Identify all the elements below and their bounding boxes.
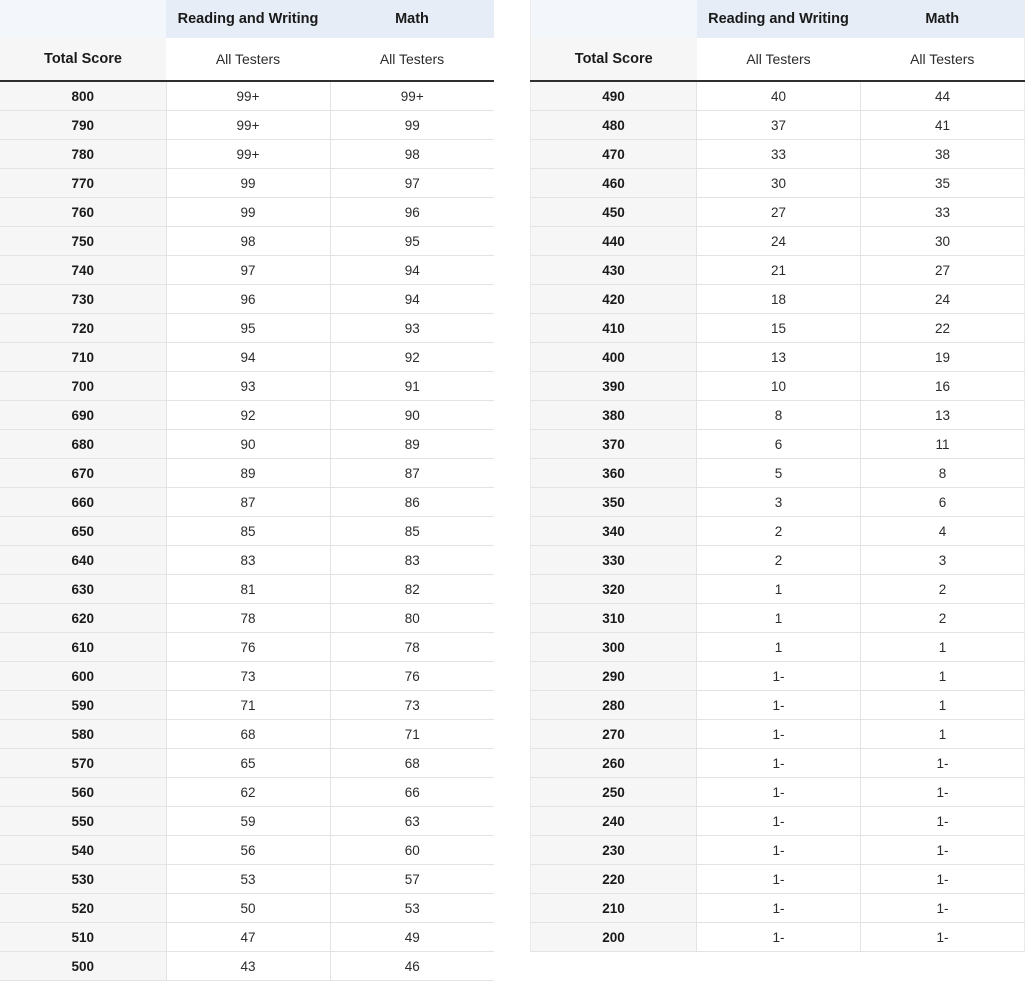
cell-total-score: 390: [531, 372, 697, 401]
table-row: [531, 546, 1025, 575]
table-row: [531, 111, 1025, 140]
cell-reading-writing: 71: [166, 691, 330, 720]
cell-total-score: 370: [531, 430, 697, 459]
cell-total-score: 250: [531, 778, 697, 807]
table-row: [531, 778, 1025, 807]
cell-total-score: 560: [0, 778, 166, 807]
cell-math: 82: [330, 575, 494, 604]
cell-total-score: 790: [0, 111, 166, 140]
table-row: [0, 633, 494, 662]
cell-math: 57: [330, 865, 494, 894]
cell-reading-writing: 92: [166, 401, 330, 430]
table-row: [531, 343, 1025, 372]
table-row: [0, 546, 494, 575]
cell-reading-writing: 27: [697, 198, 861, 227]
cell-math: 80: [330, 604, 494, 633]
cell-math: 11: [861, 430, 1025, 459]
cell-total-score: 450: [531, 198, 697, 227]
cell-math: 46: [330, 952, 494, 981]
cell-reading-writing: 1-: [697, 807, 861, 836]
cell-total-score: 800: [0, 81, 166, 111]
cell-total-score: 670: [0, 459, 166, 488]
cell-math: 99: [330, 111, 494, 140]
cell-total-score: 660: [0, 488, 166, 517]
table-row: [531, 691, 1025, 720]
cell-total-score: 690: [0, 401, 166, 430]
table-row: [0, 227, 494, 256]
table-row: [0, 865, 494, 894]
cell-total-score: 550: [0, 807, 166, 836]
cell-total-score: 510: [0, 923, 166, 952]
table-row: [0, 81, 494, 111]
table-row: [531, 372, 1025, 401]
table-row: [0, 952, 494, 981]
table-row: [0, 923, 494, 952]
cell-reading-writing: 76: [166, 633, 330, 662]
cell-total-score: 500: [0, 952, 166, 981]
cell-total-score: 540: [0, 836, 166, 865]
cell-reading-writing: 5: [697, 459, 861, 488]
cell-math: 92: [330, 343, 494, 372]
group-header-row-left: [0, 0, 494, 38]
table-row: [531, 314, 1025, 343]
cell-math: 90: [330, 401, 494, 430]
column-header-math-all-testers-left: All Testers: [330, 38, 494, 81]
cell-total-score: 410: [531, 314, 697, 343]
table-row: [531, 865, 1025, 894]
cell-reading-writing: 99+: [166, 111, 330, 140]
table-row: [531, 923, 1025, 952]
cell-reading-writing: 95: [166, 314, 330, 343]
cell-math: 1-: [861, 865, 1025, 894]
cell-total-score: 360: [531, 459, 697, 488]
cell-math: 1-: [861, 836, 1025, 865]
cell-reading-writing: 1: [697, 604, 861, 633]
table-row: [531, 488, 1025, 517]
cell-math: 1: [861, 720, 1025, 749]
cell-reading-writing: 10: [697, 372, 861, 401]
cell-total-score: 340: [531, 517, 697, 546]
table-body-left: [0, 81, 494, 981]
cell-reading-writing: 37: [697, 111, 861, 140]
cell-math: 98: [330, 140, 494, 169]
cell-math: 4: [861, 517, 1025, 546]
cell-reading-writing: 13: [697, 343, 861, 372]
table-row: [531, 604, 1025, 633]
cell-math: 53: [330, 894, 494, 923]
cell-math: 2: [861, 575, 1025, 604]
cell-total-score: 580: [0, 720, 166, 749]
cell-reading-writing: 99: [166, 198, 330, 227]
table-row: [531, 807, 1025, 836]
table-row: [0, 778, 494, 807]
cell-total-score: 220: [531, 865, 697, 894]
cell-reading-writing: 94: [166, 343, 330, 372]
cell-math: 1-: [861, 749, 1025, 778]
cell-reading-writing: 8: [697, 401, 861, 430]
cell-total-score: 330: [531, 546, 697, 575]
table-row: [0, 256, 494, 285]
cell-math: 35: [861, 169, 1025, 198]
table-row: [531, 169, 1025, 198]
column-header-row-left: [0, 38, 494, 81]
cell-math: 76: [330, 662, 494, 691]
cell-total-score: 320: [531, 575, 697, 604]
group-header-math-left: Math: [330, 0, 494, 38]
cell-reading-writing: 96: [166, 285, 330, 314]
table-row: [531, 575, 1025, 604]
table-row: [0, 894, 494, 923]
table-row: [0, 343, 494, 372]
cell-math: 33: [861, 198, 1025, 227]
column-header-rw-all-testers-right: All Testers: [697, 38, 861, 81]
cell-math: 68: [330, 749, 494, 778]
cell-total-score: 260: [531, 749, 697, 778]
table-row: [0, 198, 494, 227]
cell-total-score: 300: [531, 633, 697, 662]
cell-math: 22: [861, 314, 1025, 343]
cell-total-score: 310: [531, 604, 697, 633]
cell-total-score: 740: [0, 256, 166, 285]
table-row: [0, 285, 494, 314]
cell-math: 89: [330, 430, 494, 459]
cell-reading-writing: 15: [697, 314, 861, 343]
table-row: [0, 488, 494, 517]
cell-reading-writing: 53: [166, 865, 330, 894]
cell-reading-writing: 1-: [697, 691, 861, 720]
cell-total-score: 600: [0, 662, 166, 691]
cell-total-score: 290: [531, 662, 697, 691]
cell-reading-writing: 90: [166, 430, 330, 459]
score-percentile-table-right: [530, 0, 1025, 952]
cell-math: 24: [861, 285, 1025, 314]
cell-math: 13: [861, 401, 1025, 430]
cell-math: 27: [861, 256, 1025, 285]
cell-total-score: 770: [0, 169, 166, 198]
cell-total-score: 680: [0, 430, 166, 459]
column-header-row-right: [531, 38, 1025, 81]
table-row: [531, 256, 1025, 285]
cell-math: 78: [330, 633, 494, 662]
column-header-rw-all-testers-left: All Testers: [166, 38, 330, 81]
table-row: [531, 198, 1025, 227]
table-container-left: [0, 0, 494, 974]
cell-reading-writing: 47: [166, 923, 330, 952]
cell-math: 1: [861, 633, 1025, 662]
cell-total-score: 230: [531, 836, 697, 865]
cell-math: 30: [861, 227, 1025, 256]
cell-math: 97: [330, 169, 494, 198]
cell-math: 96: [330, 198, 494, 227]
table-row: [531, 633, 1025, 662]
cell-math: 95: [330, 227, 494, 256]
cell-total-score: 270: [531, 720, 697, 749]
cell-total-score: 350: [531, 488, 697, 517]
cell-math: 6: [861, 488, 1025, 517]
cell-total-score: 490: [531, 81, 697, 111]
cell-total-score: 200: [531, 923, 697, 952]
cell-reading-writing: 73: [166, 662, 330, 691]
table-row: [0, 575, 494, 604]
cell-total-score: 570: [0, 749, 166, 778]
table-row: [0, 169, 494, 198]
table-row: [531, 401, 1025, 430]
cell-math: 94: [330, 256, 494, 285]
cell-math: 83: [330, 546, 494, 575]
cell-total-score: 650: [0, 517, 166, 546]
cell-reading-writing: 68: [166, 720, 330, 749]
table-row: [531, 140, 1025, 169]
cell-reading-writing: 98: [166, 227, 330, 256]
cell-reading-writing: 65: [166, 749, 330, 778]
table-row: [531, 285, 1025, 314]
table-row: [0, 314, 494, 343]
table-row: [0, 401, 494, 430]
cell-math: 73: [330, 691, 494, 720]
cell-reading-writing: 1-: [697, 836, 861, 865]
cell-reading-writing: 21: [697, 256, 861, 285]
table-row: [531, 836, 1025, 865]
cell-reading-writing: 99: [166, 169, 330, 198]
table-row: [531, 81, 1025, 111]
cell-total-score: 630: [0, 575, 166, 604]
table-row: [0, 372, 494, 401]
column-header-total-score-right: Total Score: [531, 38, 697, 81]
cell-total-score: 430: [531, 256, 697, 285]
cell-reading-writing: 1-: [697, 865, 861, 894]
cell-math: 3: [861, 546, 1025, 575]
cell-reading-writing: 3: [697, 488, 861, 517]
cell-reading-writing: 99+: [166, 81, 330, 111]
table-row: [531, 894, 1025, 923]
cell-total-score: 590: [0, 691, 166, 720]
cell-reading-writing: 56: [166, 836, 330, 865]
cell-reading-writing: 6: [697, 430, 861, 459]
cell-total-score: 420: [531, 285, 697, 314]
cell-math: 38: [861, 140, 1025, 169]
cell-reading-writing: 24: [697, 227, 861, 256]
table-row: [531, 517, 1025, 546]
cell-reading-writing: 99+: [166, 140, 330, 169]
cell-total-score: 210: [531, 894, 697, 923]
cell-math: 87: [330, 459, 494, 488]
cell-total-score: 750: [0, 227, 166, 256]
cell-reading-writing: 85: [166, 517, 330, 546]
cell-math: 86: [330, 488, 494, 517]
cell-math: 1: [861, 691, 1025, 720]
cell-total-score: 240: [531, 807, 697, 836]
cell-total-score: 640: [0, 546, 166, 575]
cell-total-score: 620: [0, 604, 166, 633]
table-row: [0, 836, 494, 865]
cell-total-score: 760: [0, 198, 166, 227]
score-percentile-table-left: [0, 0, 494, 981]
cell-reading-writing: 2: [697, 546, 861, 575]
cell-reading-writing: 43: [166, 952, 330, 981]
cell-total-score: 710: [0, 343, 166, 372]
group-header-math-right: Math: [861, 0, 1025, 38]
cell-reading-writing: 97: [166, 256, 330, 285]
table-container-right: [530, 0, 1024, 945]
cell-reading-writing: 62: [166, 778, 330, 807]
cell-reading-writing: 59: [166, 807, 330, 836]
cell-total-score: 700: [0, 372, 166, 401]
cell-reading-writing: 1-: [697, 894, 861, 923]
cell-math: 1-: [861, 923, 1025, 952]
cell-total-score: 400: [531, 343, 697, 372]
table-row: [0, 807, 494, 836]
cell-math: 85: [330, 517, 494, 546]
cell-total-score: 440: [531, 227, 697, 256]
cell-reading-writing: 33: [697, 140, 861, 169]
table-row: [0, 604, 494, 633]
cell-total-score: 520: [0, 894, 166, 923]
cell-total-score: 780: [0, 140, 166, 169]
table-head-right: [531, 0, 1025, 81]
cell-math: 1: [861, 662, 1025, 691]
cell-reading-writing: 1-: [697, 662, 861, 691]
table-head-left: [0, 0, 494, 81]
cell-math: 1-: [861, 894, 1025, 923]
cell-reading-writing: 1: [697, 633, 861, 662]
table-row: [531, 459, 1025, 488]
cell-total-score: 280: [531, 691, 697, 720]
cell-total-score: 720: [0, 314, 166, 343]
cell-math: 16: [861, 372, 1025, 401]
cell-reading-writing: 89: [166, 459, 330, 488]
cell-math: 1-: [861, 778, 1025, 807]
cell-math: 41: [861, 111, 1025, 140]
cell-math: 94: [330, 285, 494, 314]
cell-math: 60: [330, 836, 494, 865]
cell-total-score: 470: [531, 140, 697, 169]
cell-total-score: 530: [0, 865, 166, 894]
column-header-math-all-testers-right: All Testers: [861, 38, 1025, 81]
cell-math: 66: [330, 778, 494, 807]
cell-total-score: 380: [531, 401, 697, 430]
cell-reading-writing: 1: [697, 575, 861, 604]
table-row: [0, 720, 494, 749]
table-row: [531, 662, 1025, 691]
cell-reading-writing: 81: [166, 575, 330, 604]
cell-math: 63: [330, 807, 494, 836]
cell-reading-writing: 83: [166, 546, 330, 575]
table-row: [0, 691, 494, 720]
cell-reading-writing: 1-: [697, 720, 861, 749]
table-row: [0, 140, 494, 169]
cell-reading-writing: 18: [697, 285, 861, 314]
cell-total-score: 610: [0, 633, 166, 662]
cell-total-score: 460: [531, 169, 697, 198]
cell-total-score: 730: [0, 285, 166, 314]
table-row: [0, 749, 494, 778]
cell-math: 99+: [330, 81, 494, 111]
table-row: [531, 720, 1025, 749]
table-row: [531, 227, 1025, 256]
group-header-reading-writing-right: Reading and Writing: [697, 0, 861, 38]
cell-reading-writing: 40: [697, 81, 861, 111]
group-header-blank-right: [531, 0, 697, 38]
cell-reading-writing: 1-: [697, 778, 861, 807]
cell-reading-writing: 30: [697, 169, 861, 198]
cell-reading-writing: 2: [697, 517, 861, 546]
table-body-right: [531, 81, 1025, 952]
group-header-row-right: [531, 0, 1025, 38]
cell-reading-writing: 78: [166, 604, 330, 633]
table-row: [531, 430, 1025, 459]
cell-reading-writing: 93: [166, 372, 330, 401]
cell-math: 71: [330, 720, 494, 749]
cell-math: 8: [861, 459, 1025, 488]
cell-reading-writing: 50: [166, 894, 330, 923]
cell-math: 49: [330, 923, 494, 952]
table-row: [531, 749, 1025, 778]
table-row: [0, 662, 494, 691]
cell-math: 93: [330, 314, 494, 343]
cell-reading-writing: 1-: [697, 749, 861, 778]
cell-math: 44: [861, 81, 1025, 111]
cell-reading-writing: 1-: [697, 923, 861, 952]
column-header-total-score-left: Total Score: [0, 38, 166, 81]
group-header-reading-writing-left: Reading and Writing: [166, 0, 330, 38]
cell-reading-writing: 87: [166, 488, 330, 517]
group-header-blank-left: [0, 0, 166, 38]
table-row: [0, 111, 494, 140]
cell-math: 1-: [861, 807, 1025, 836]
cell-math: 91: [330, 372, 494, 401]
cell-math: 2: [861, 604, 1025, 633]
table-row: [0, 430, 494, 459]
table-row: [0, 459, 494, 488]
table-row: [0, 517, 494, 546]
cell-math: 19: [861, 343, 1025, 372]
cell-total-score: 480: [531, 111, 697, 140]
